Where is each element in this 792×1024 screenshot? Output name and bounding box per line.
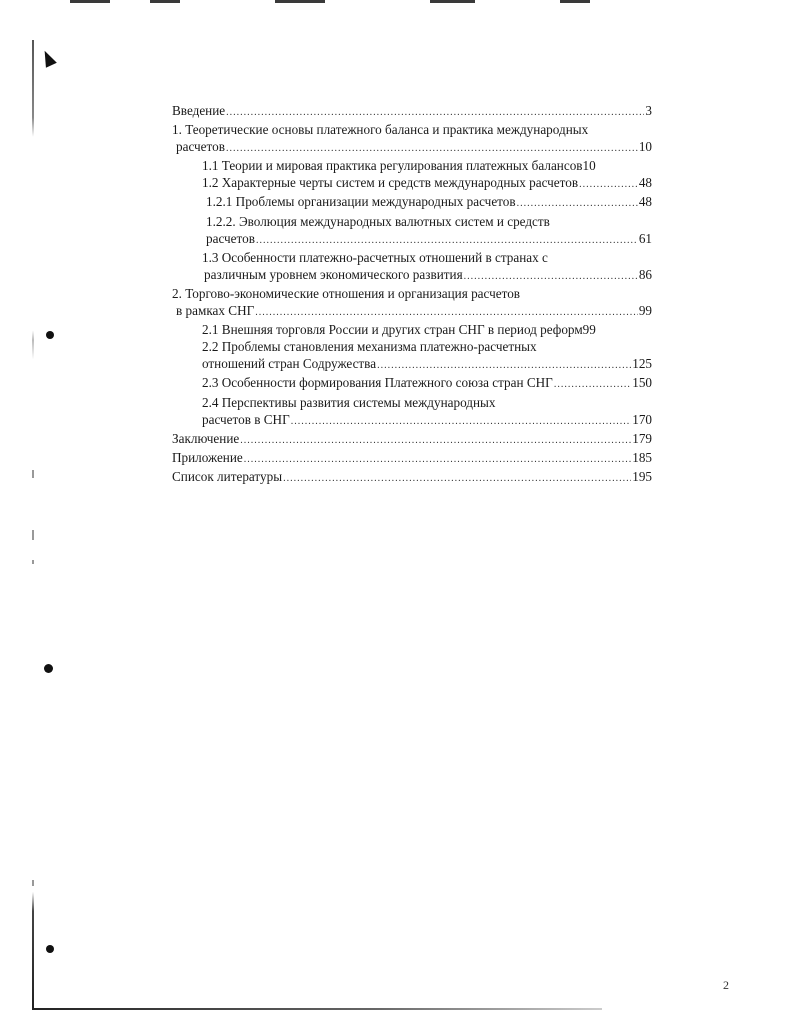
toc-entry-1-2-2-title: 1.2.2. Эволюция международных валютных систем и средств <box>206 213 550 229</box>
toc-entry-page: 170 <box>632 411 652 427</box>
toc-entry-page: 61 <box>638 230 652 246</box>
toc-entry-page: 179 <box>632 430 652 446</box>
toc-entry-2-4-title: 2.4 Перспективы развития системы международных <box>202 394 496 410</box>
toc-entry-title: 1.2 Характерные черты систем и средств международных расчетов <box>202 175 579 191</box>
toc-entry-references <box>172 468 652 487</box>
toc-entry-title: Введение <box>172 103 226 118</box>
toc-entry-page: 195 <box>632 468 652 484</box>
toc-entry-title: отношений стран Содружества <box>202 356 377 372</box>
toc-leader-dots <box>255 304 638 321</box>
toc-entry-title: 2.3 Особенности формирования Платежного союза стран СНГ <box>202 375 553 391</box>
toc-leader-dots <box>283 470 631 487</box>
toc-chapter-2-title: 2. Торгово-экономические отношения и организация расчетов <box>172 285 521 301</box>
toc-entry-title: расчетов в СНГ <box>202 411 290 427</box>
toc-leader-dots <box>244 451 631 468</box>
toc-entry-2-3 <box>172 374 652 393</box>
scan-edge-tick <box>32 530 34 540</box>
punch-hole-icon <box>44 664 53 673</box>
scan-edge-tick <box>32 470 34 478</box>
toc-entry-title: Приложение <box>172 449 243 465</box>
toc-entry-title: 1.2.1 Проблемы организации международных расчетов <box>206 194 516 210</box>
toc-leader-dots <box>579 176 638 193</box>
toc-entry-1-2 <box>172 174 652 193</box>
scan-top-artifact <box>70 0 110 3</box>
toc-leader-dots <box>256 232 638 249</box>
toc-leader-dots <box>291 413 632 430</box>
toc-entry-1-1 <box>172 157 652 174</box>
toc-entry-1-3-title: 1.3 Особенности платежно-расчетных отношений в странах с <box>202 249 548 265</box>
toc-entry-chapter-1 <box>172 138 652 157</box>
toc-entry-page: 10 <box>582 158 596 174</box>
toc-entry-chapter-2 <box>172 302 652 321</box>
scan-edge-tick <box>32 560 34 564</box>
toc-entry-page: 86 <box>638 266 652 282</box>
toc-entry-page: 3 <box>645 103 652 118</box>
toc-leader-dots <box>517 195 638 212</box>
toc-entry-page: 48 <box>638 194 652 210</box>
toc-entry-2-2-title: 2.2 Проблемы становления механизма платежно-расчетных <box>202 339 537 355</box>
toc-leader-dots <box>226 104 644 121</box>
toc-entry-2-2 <box>172 355 652 374</box>
scan-top-artifact <box>430 0 475 3</box>
toc-entry-title: расчетов <box>176 139 225 155</box>
toc-entry-2-4 <box>172 411 652 430</box>
toc-entry-title: расчетов <box>206 230 255 246</box>
toc-entry-page: 10 <box>638 139 652 155</box>
toc-leader-dots <box>464 268 638 285</box>
punch-hole-icon <box>46 331 54 339</box>
toc-chapter-1-title: 1. Теоретические основы платежного баланса и практика международных <box>172 122 589 138</box>
toc-entry-page: 99 <box>582 322 596 338</box>
corner-arrow-icon <box>39 48 57 68</box>
toc-entry-1-3 <box>172 266 652 285</box>
toc-entry-page: 150 <box>632 375 652 391</box>
toc-entry-title: в рамках СНГ <box>176 303 255 319</box>
scan-bottom-edge <box>32 1008 602 1010</box>
punch-hole-icon <box>46 945 54 953</box>
toc-leader-dots <box>226 140 638 157</box>
scan-top-artifact <box>560 0 590 3</box>
toc-entry-intro <box>172 102 652 121</box>
toc-entry-title: различным уровнем экономического развития <box>204 266 463 282</box>
toc-entry-page: 125 <box>632 356 652 372</box>
table-of-contents <box>172 102 652 487</box>
toc-entry-page: 99 <box>638 303 652 319</box>
toc-entry-1-2-2 <box>172 230 652 249</box>
toc-entry-page: 48 <box>638 175 652 191</box>
scan-left-edge <box>32 40 34 1008</box>
scan-top-artifact <box>275 0 325 3</box>
toc-entry-title: 1.1 Теории и мировая практика регулирования платежных балансов <box>202 158 583 174</box>
toc-leader-dots <box>554 376 631 393</box>
toc-entry-conclusion <box>172 430 652 449</box>
toc-entry-1-2-1 <box>172 193 652 212</box>
toc-entry-title: Заключение <box>172 430 240 446</box>
toc-entry-title: 2.1 Внешняя торговля России и других стран СНГ в период реформ <box>202 322 583 338</box>
toc-leader-dots <box>377 357 631 374</box>
page-number: 2 <box>723 978 729 992</box>
scan-top-artifact <box>150 0 180 3</box>
toc-entry-title: Список литературы <box>172 468 283 484</box>
toc-entry-appendix <box>172 449 652 468</box>
toc-leader-dots <box>240 432 631 449</box>
scan-edge-tick <box>32 880 34 886</box>
toc-entry-2-1 <box>172 321 652 338</box>
toc-entry-page: 185 <box>632 449 652 465</box>
